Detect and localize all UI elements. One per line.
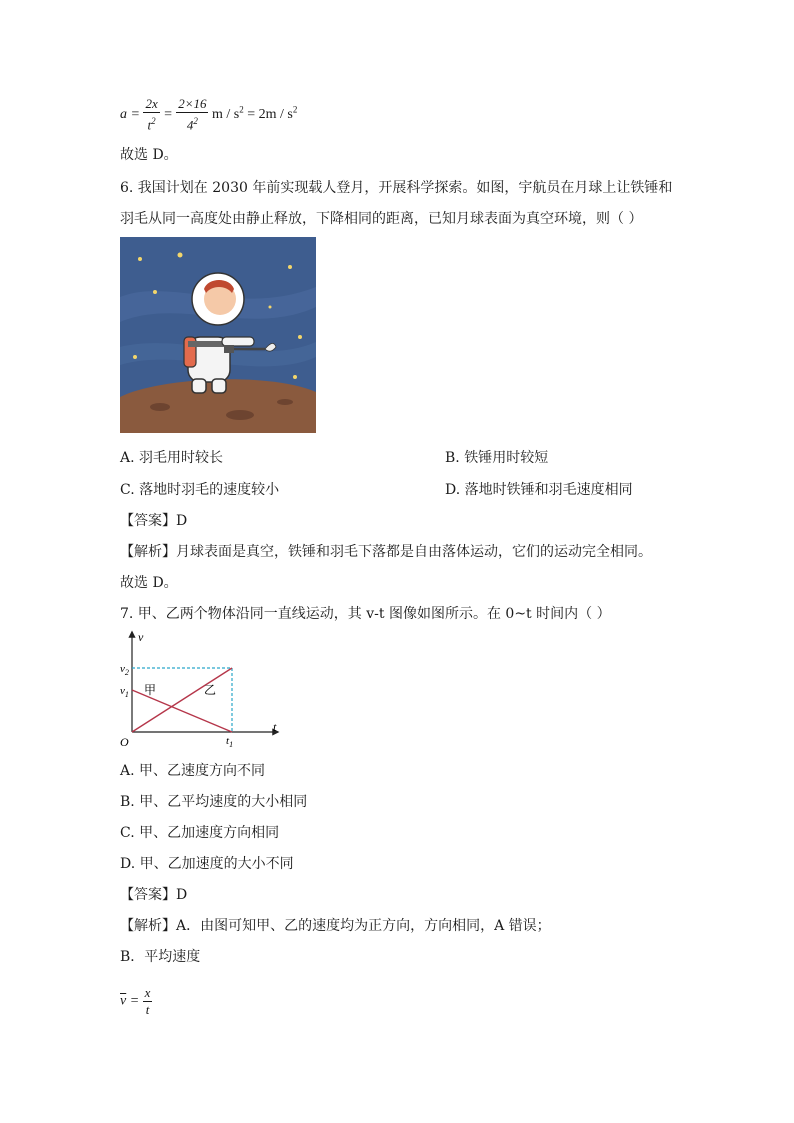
q6-option-c[interactable]: C. 落地时羽毛的速度较小 <box>120 482 280 498</box>
q7-option-a[interactable]: A. 甲、乙速度方向不同 <box>120 763 266 779</box>
q7-stem: 7. 甲、乙两个物体沿同一直线运动，其 v-t 图像如图所示。在 0~t 时间内（ ） <box>120 606 611 622</box>
v1-label: $v_1$ <box>120 685 129 699</box>
q7-option-c[interactable]: C. 甲、乙加速度方向相同 <box>120 825 280 841</box>
fraction-2x-over-t2: $\frac{2x}{t^2}$ <box>145 96 158 133</box>
q5-conclusion: 故选 D。 <box>120 147 178 163</box>
q7-option-d[interactable]: D. 甲、乙加速度的大小不同 <box>120 856 294 872</box>
y-axis-label: v <box>138 630 144 644</box>
fraction-numeric: $\frac{2\times 16}{4^2}$ <box>178 96 207 133</box>
line-yi <box>132 668 232 732</box>
average-velocity-formula: $\overline{v}$ = $\frac{x}{t}$ <box>120 985 151 1017</box>
q6-analysis: 【解析】月球表面是真空，铁锤和羽毛下落都是自由落体运动，它们的运动完全相同。 <box>120 544 652 560</box>
acceleration-formula: a = $\frac{2x}{t^2}$ = $\frac{2\times 16}{4^2}$ $m / s^2 = 2m / s^2$ <box>120 96 298 133</box>
q6-option-b[interactable]: B. 铁锤用时较短 <box>445 450 549 466</box>
v2-label: $v_2$ <box>120 663 129 677</box>
t1-label: $t_1$ <box>226 735 234 749</box>
x-axis-label: t <box>273 720 277 734</box>
q7-analysis-b: B．平均速度 <box>120 949 201 965</box>
vt-graph <box>118 628 288 750</box>
q6-conclusion: 故选 D。 <box>120 575 178 591</box>
label-jia: 甲 <box>144 683 157 697</box>
q7-option-b[interactable]: B. 甲、乙平均速度的大小相同 <box>120 794 308 810</box>
label-yi: 乙 <box>204 683 217 697</box>
q6-stem-line1: 6. 我国计划在 2030 年前实现载人登月，开展科学探索。如图，宇航员在月球上让铁锤和 <box>120 180 673 196</box>
q6-answer: 【答案】D <box>120 513 188 529</box>
q6-option-d[interactable]: D. 落地时铁锤和羽毛速度相同 <box>445 482 633 498</box>
astronaut-illustration <box>120 237 316 433</box>
q7-answer: 【答案】D <box>120 887 188 903</box>
q7-analysis: 【解析】A．由图可知甲、乙的速度均为正方向，方向相同，A 错误； <box>120 918 551 934</box>
q6-option-a[interactable]: A. 羽毛用时较长 <box>120 450 224 466</box>
fraction-x-over-t: $\frac{x}{t}$ <box>144 985 151 1017</box>
q6-stem-line2: 羽毛从同一高度处由静止释放，下降相同的距离，已知月球表面为真空环境，则（ ） <box>120 211 643 227</box>
origin-label: O <box>120 735 129 749</box>
